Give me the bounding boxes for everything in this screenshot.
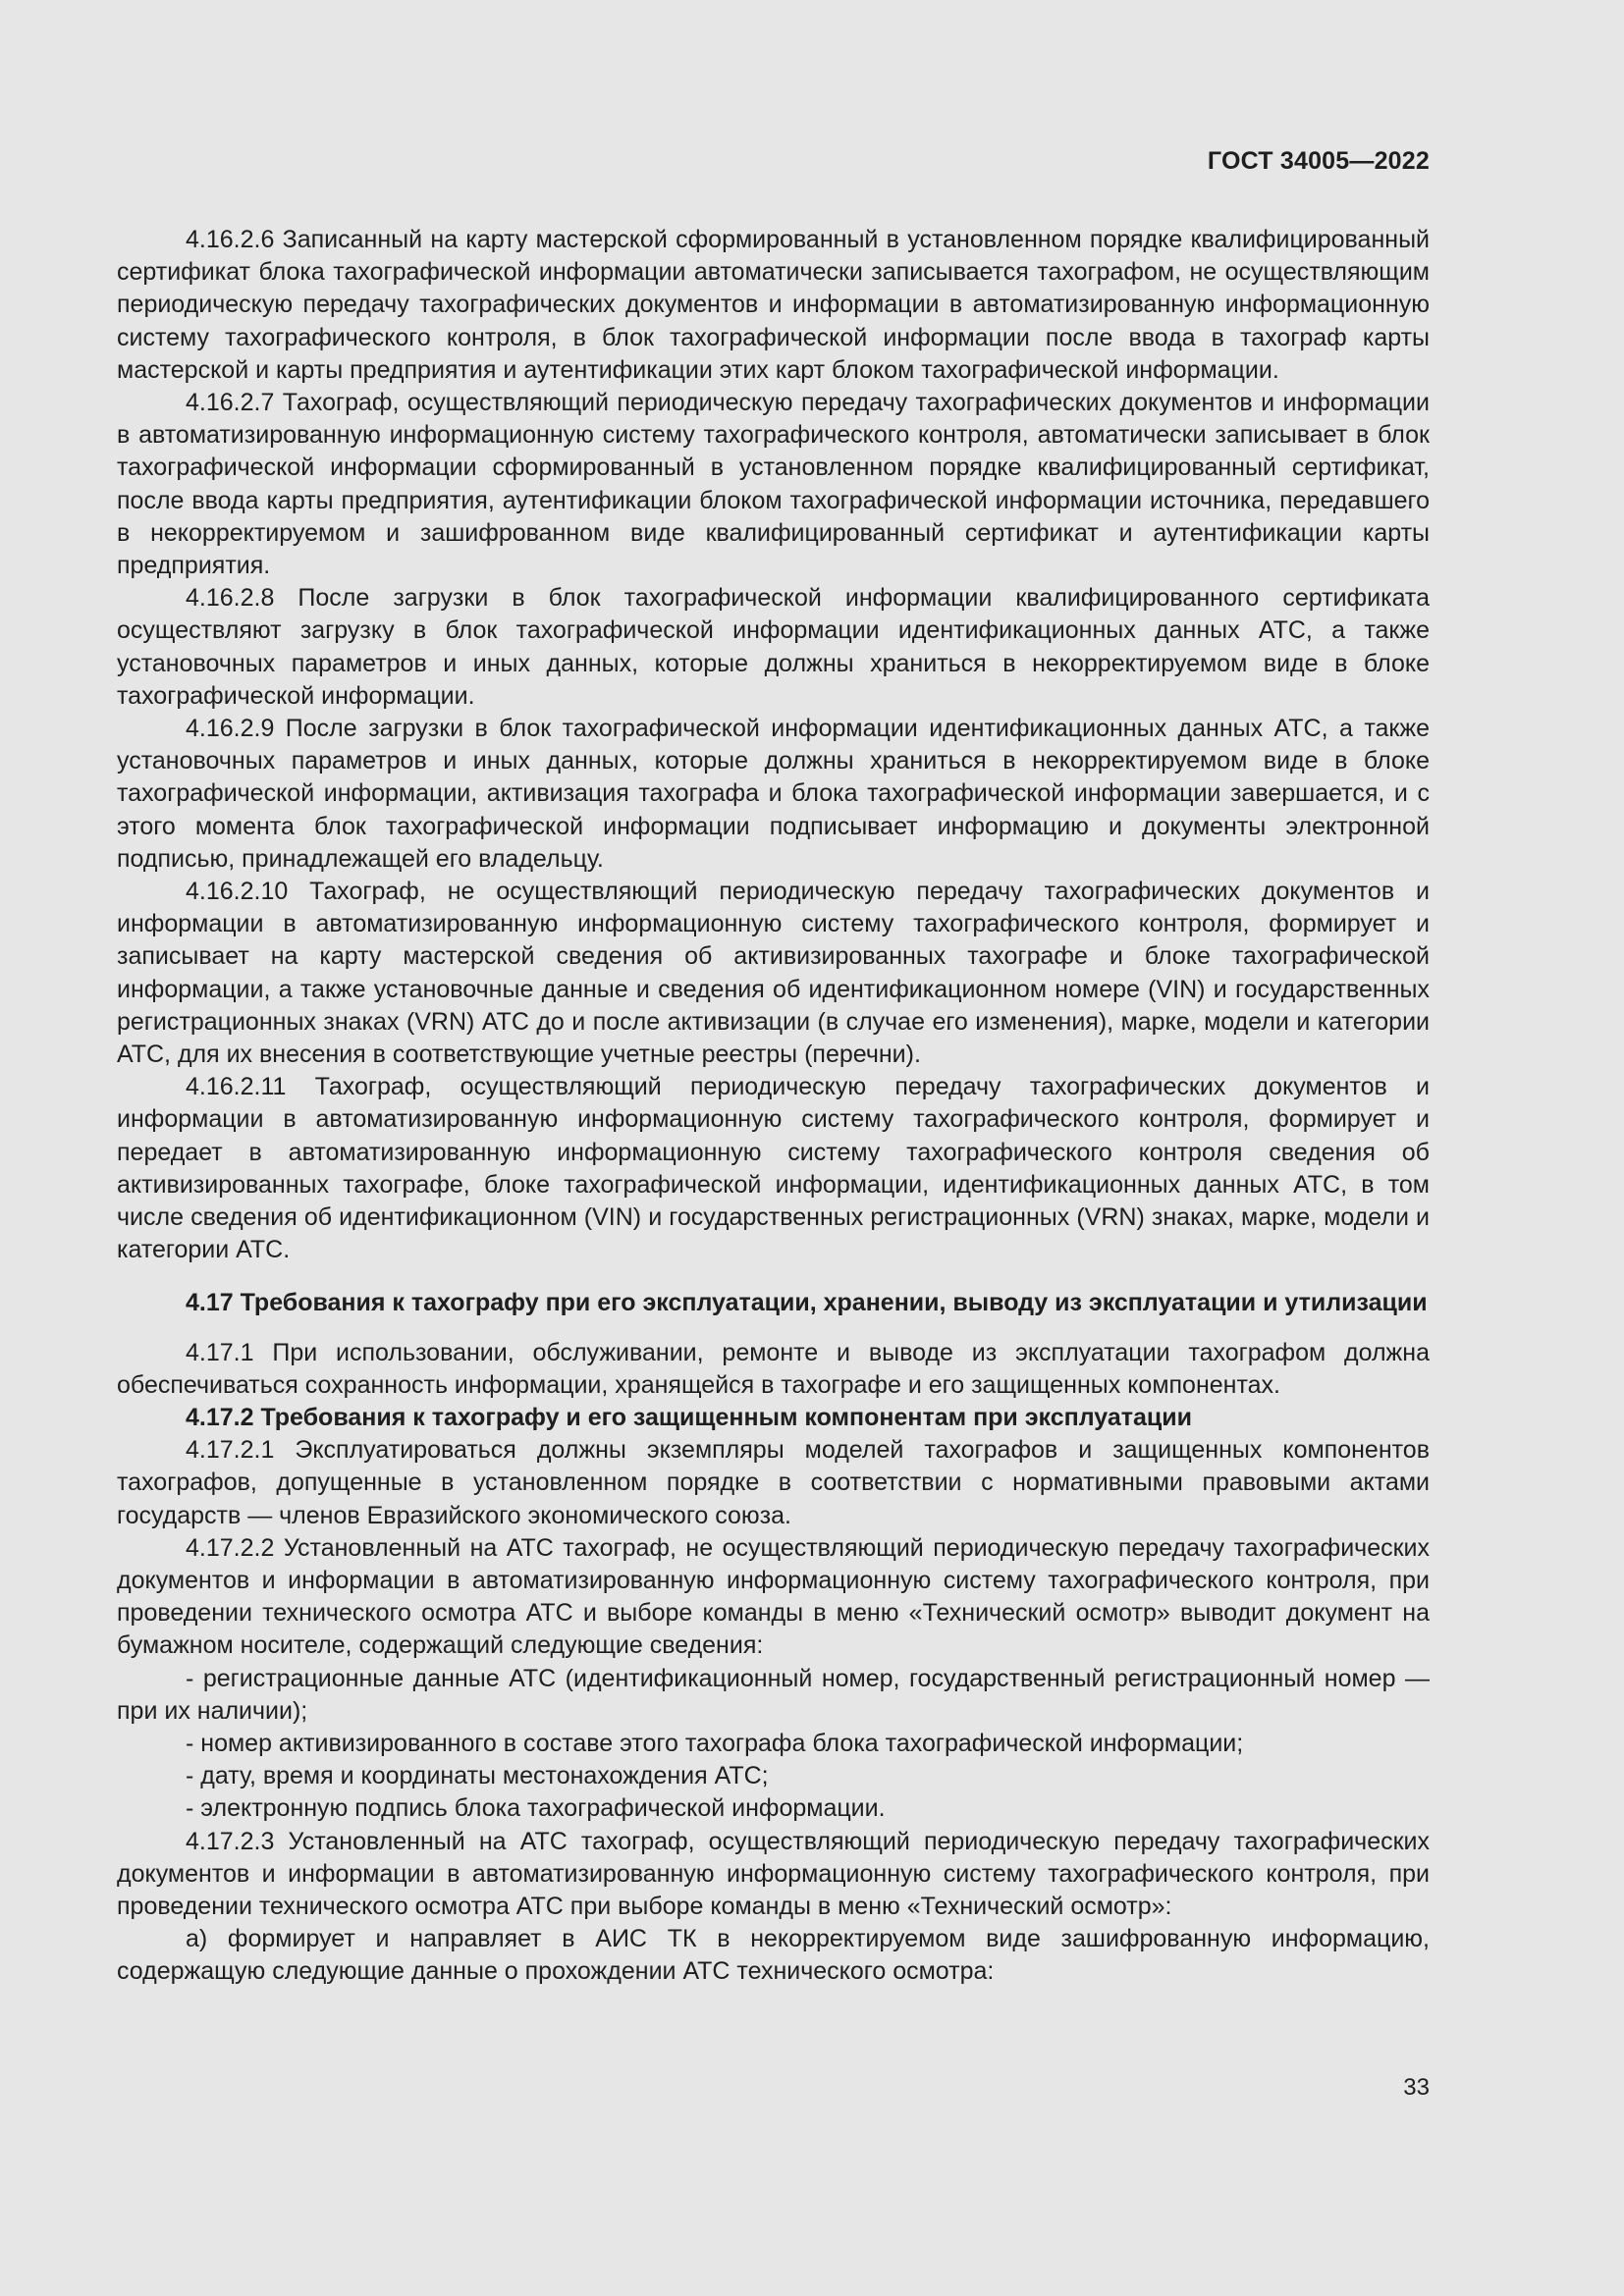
list-item-a: а) формирует и направляет в АИС ТК в некорректируемом виде зашифрованную информацию, содержащую следующие данные о прохождении АТС технического осмотра: (117, 1925, 1430, 1986)
paragraph-4-16-2-8: 4.16.2.8 После загрузки в блок тахографической информации квалифицированного сертификата осуществляют загрузку в блок тахографической информации идентификационных данных АТС, а также установочных параметров и иных данных, которые должны храниться в некорректируемом виде в блоке тахографической информации. (117, 584, 1430, 710)
paragraph-4-17-2-1: 4.17.2.1 Эксплуатироваться должны экземпляры моделей тахографов и защищенных компонентов тахографов, допущенные в установленном порядке в соответствии с нормативными правовыми актами государств — членов Евразийского экономического союза. (117, 1436, 1430, 1529)
subsection-heading-4-17-2: 4.17.2 Требования к тахографу и его защищенным компонентам при эксплуатации (186, 1403, 1193, 1431)
list-item-block-number: - номер активизированного в составе этого тахографа блока тахографической информации; (186, 1729, 1244, 1757)
list-item-date-time-coords: - дату, время и координаты местонахождения АТС; (186, 1762, 769, 1790)
paragraph-4-16-2-10: 4.16.2.10 Тахограф, не осуществляющий периодическую передачу тахографических документов и информации в автоматизированную информационную систему тахографического контроля, формирует и записывает на карту мастерской сведения об активизированных тахографе и блоке тахографической информации, а также установочные данные и сведения об идентификационном номере (VIN) и государственных регистрационных знаках (VRN) АТС до и после активизации (в случае его изменения), марке, модели и категории АТС, для их внесения в соответствующие учетные реестры (перечни). (117, 878, 1430, 1069)
paragraph-4-17-2-3: 4.17.2.3 Установленный на АТС тахограф, осуществляющий периодическую передачу тахографических документов и информации в автоматизированную информационную систему тахографического контроля, при проведении технического осмотра АТС при выборе команды в меню «Технический осмотр»: (117, 1827, 1430, 1920)
paragraph-4-16-2-6: 4.16.2.6 Записанный на карту мастерской сформированный в установленном порядке квалифицированный сертификат блока тахографической информации автоматически записывается тахографом, не осуществляющим периодическую передачу тахографических документов и информации в автоматизированную информационную систему тахографического контроля, в блок тахографической информации после ввода в тахограф карты мастерской и карты предприятия и аутентификации этих карт блоком тахографической информации. (117, 226, 1430, 384)
paragraph-4-17-2-2: 4.17.2.2 Установленный на АТС тахограф, не осуществляющий периодическую передачу тахографических документов и информации в автоматизированную информационную систему тахографического контроля, при проведении технического осмотра АТС и выборе команды в меню «Технический осмотр» выводит документ на бумажном носителе, содержащий следующие сведения: (117, 1533, 1430, 1660)
paragraph-4-16-2-7: 4.16.2.7 Тахограф, осуществляющий периодическую передачу тахографических документов и информации в автоматизированную информационную систему тахографического контроля, автоматически записывает в блок тахографической информации сформированный в установленном порядке квалифицированный сертификат, после ввода карты предприятия, аутентификации блоком тахографической информации источника, передавшего в некорректируемом и зашифрованном виде квалифицированный сертификат и аутентификации карты предприятия. (117, 389, 1430, 580)
list-item-electronic-signature: - электронную подпись блока тахографической информации. (186, 1794, 886, 1823)
standard-header: ГОСТ 34005—2022 (1207, 147, 1430, 175)
list-item-registration-data: - регистрационные данные АТС (идентификационный номер, государственный регистрационный номер — при их наличии); (117, 1664, 1430, 1725)
paragraph-4-17-1: 4.17.1 При использовании, обслуживании, ремонте и выводе из эксплуатации тахографом должна обеспечиваться сохранность информации, хранящейся в тахографе и его защищенных компонентах. (117, 1338, 1430, 1399)
page-content (117, 224, 1430, 1989)
section-heading-4-17: 4.17 Требования к тахографу при его эксплуатации, хранении, выводу из эксплуатации и утилизации (186, 1288, 1428, 1316)
paragraph-4-16-2-9: 4.16.2.9 После загрузки в блок тахографической информации идентификационных данных АТС, а также установочных параметров и иных данных, которые должны храниться в некорректируемом виде в блоке тахографической информации, активизация тахографа и блока тахографической информации завершается, и с этого момента блок тахографической информации подписывает информацию и документы электронной подписью, принадлежащей его владельцу. (117, 715, 1430, 873)
paragraph-4-16-2-11: 4.16.2.11 Тахограф, осуществляющий периодическую передачу тахографических документов и информации в автоматизированную информационную систему тахографического контроля, формирует и передает в автоматизированную информационную систему тахографического контроля сведения об активизированных тахографе, блоке тахографической информации, идентификационных данных АТС, в том числе сведения об идентификационном (VIN) и государственных регистрационных (VRN) знаках, марке, модели и категории АТС. (117, 1073, 1430, 1264)
page-number: 33 (1403, 2074, 1430, 2101)
